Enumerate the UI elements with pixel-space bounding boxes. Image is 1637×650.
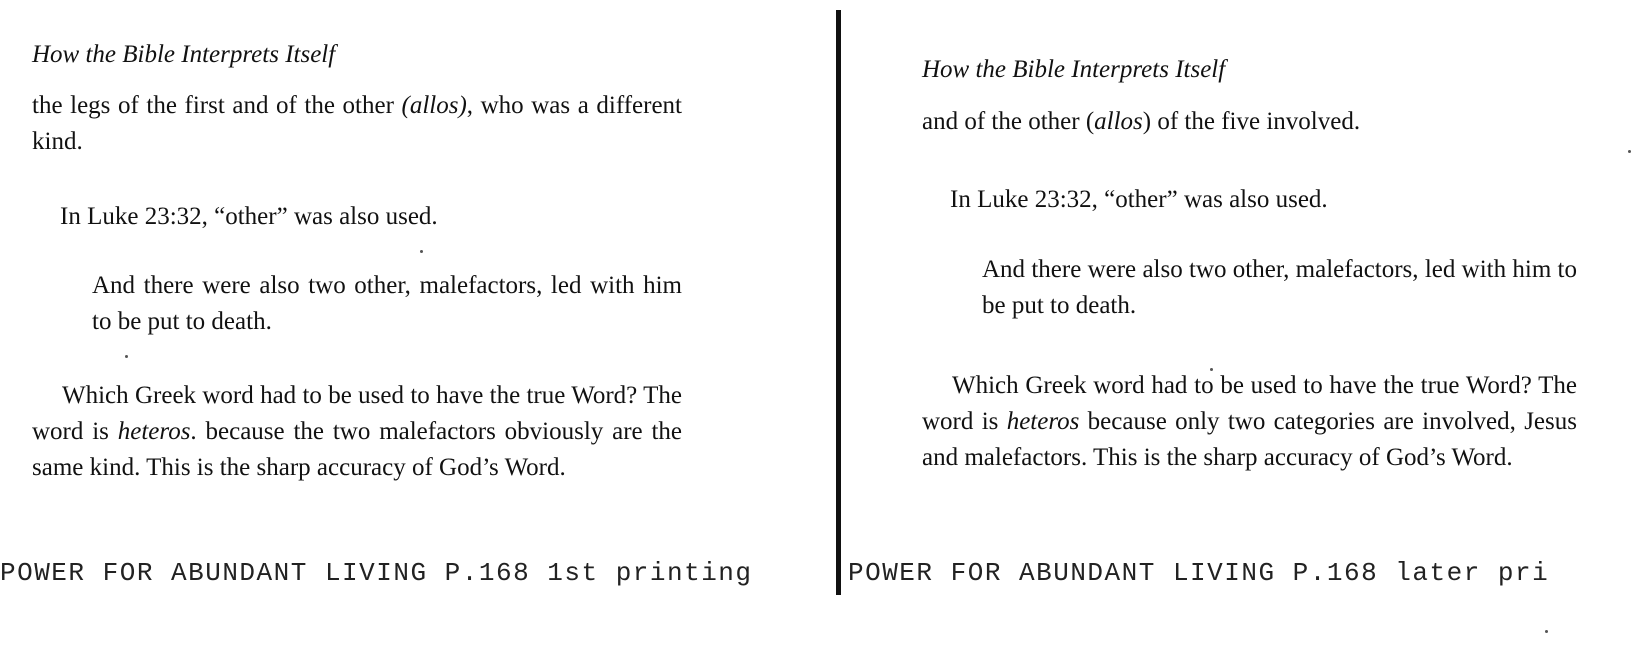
paragraph-text: because only two categories are involved, Jesus and malefactors. This is the sharp accuracy of God’s Word. (922, 408, 1577, 471)
scripture-quote: And there were also two other, malefactors, led with him to be put to death. (92, 272, 682, 335)
paragraph-2: In Luke 23:32, “other” was also used. (950, 186, 1328, 213)
paragraph-3 (32, 378, 682, 486)
paragraph-text: ) of the five involved. (1142, 108, 1361, 135)
page-divider-line (836, 10, 841, 595)
caption-1st-printing: POWER FOR ABUNDANT LIVING P.168 1st printing (0, 558, 753, 588)
running-head: How the Bible Interprets Itself (922, 56, 1226, 83)
paragraph-text: and of the other ( (922, 108, 1095, 135)
scripture-quote: And there were also two other, malefactors, led with him to be put to death. (982, 256, 1577, 319)
paragraph-2: In Luke 23:32, “other” was also used. (60, 203, 438, 230)
paragraph-text: the legs of the first and of the other (32, 92, 402, 119)
paragraph-1 (32, 88, 682, 160)
scan-speck (1210, 368, 1213, 371)
caption-later-printing: POWER FOR ABUNDANT LIVING P.168 later pri (848, 558, 1550, 588)
paragraph-3 (922, 368, 1577, 476)
scan-speck (125, 355, 128, 358)
greek-word-heteros: heteros (117, 418, 191, 445)
greek-word-heteros: heteros (1006, 408, 1080, 435)
paragraph-text: . because the two malefactors obviously are the same kind. This is the sharp accuracy of God’s Word. (32, 418, 683, 481)
scan-speck (420, 250, 423, 253)
paragraph-text: , who was a different kind. (32, 92, 682, 155)
scan-speck (1628, 150, 1631, 153)
greek-word-allos: allos (1094, 108, 1143, 135)
paragraph-1 (922, 104, 1572, 140)
running-head: How the Bible Interprets Itself (32, 41, 336, 68)
greek-word-allos: (allos) (401, 92, 467, 119)
paragraph-text: Which Greek word had to be used to have the true Word? The word is (922, 372, 1577, 435)
scan-speck (1545, 630, 1548, 633)
paragraph-text: Which Greek word had to be used to have the true Word? The word is (32, 382, 682, 445)
